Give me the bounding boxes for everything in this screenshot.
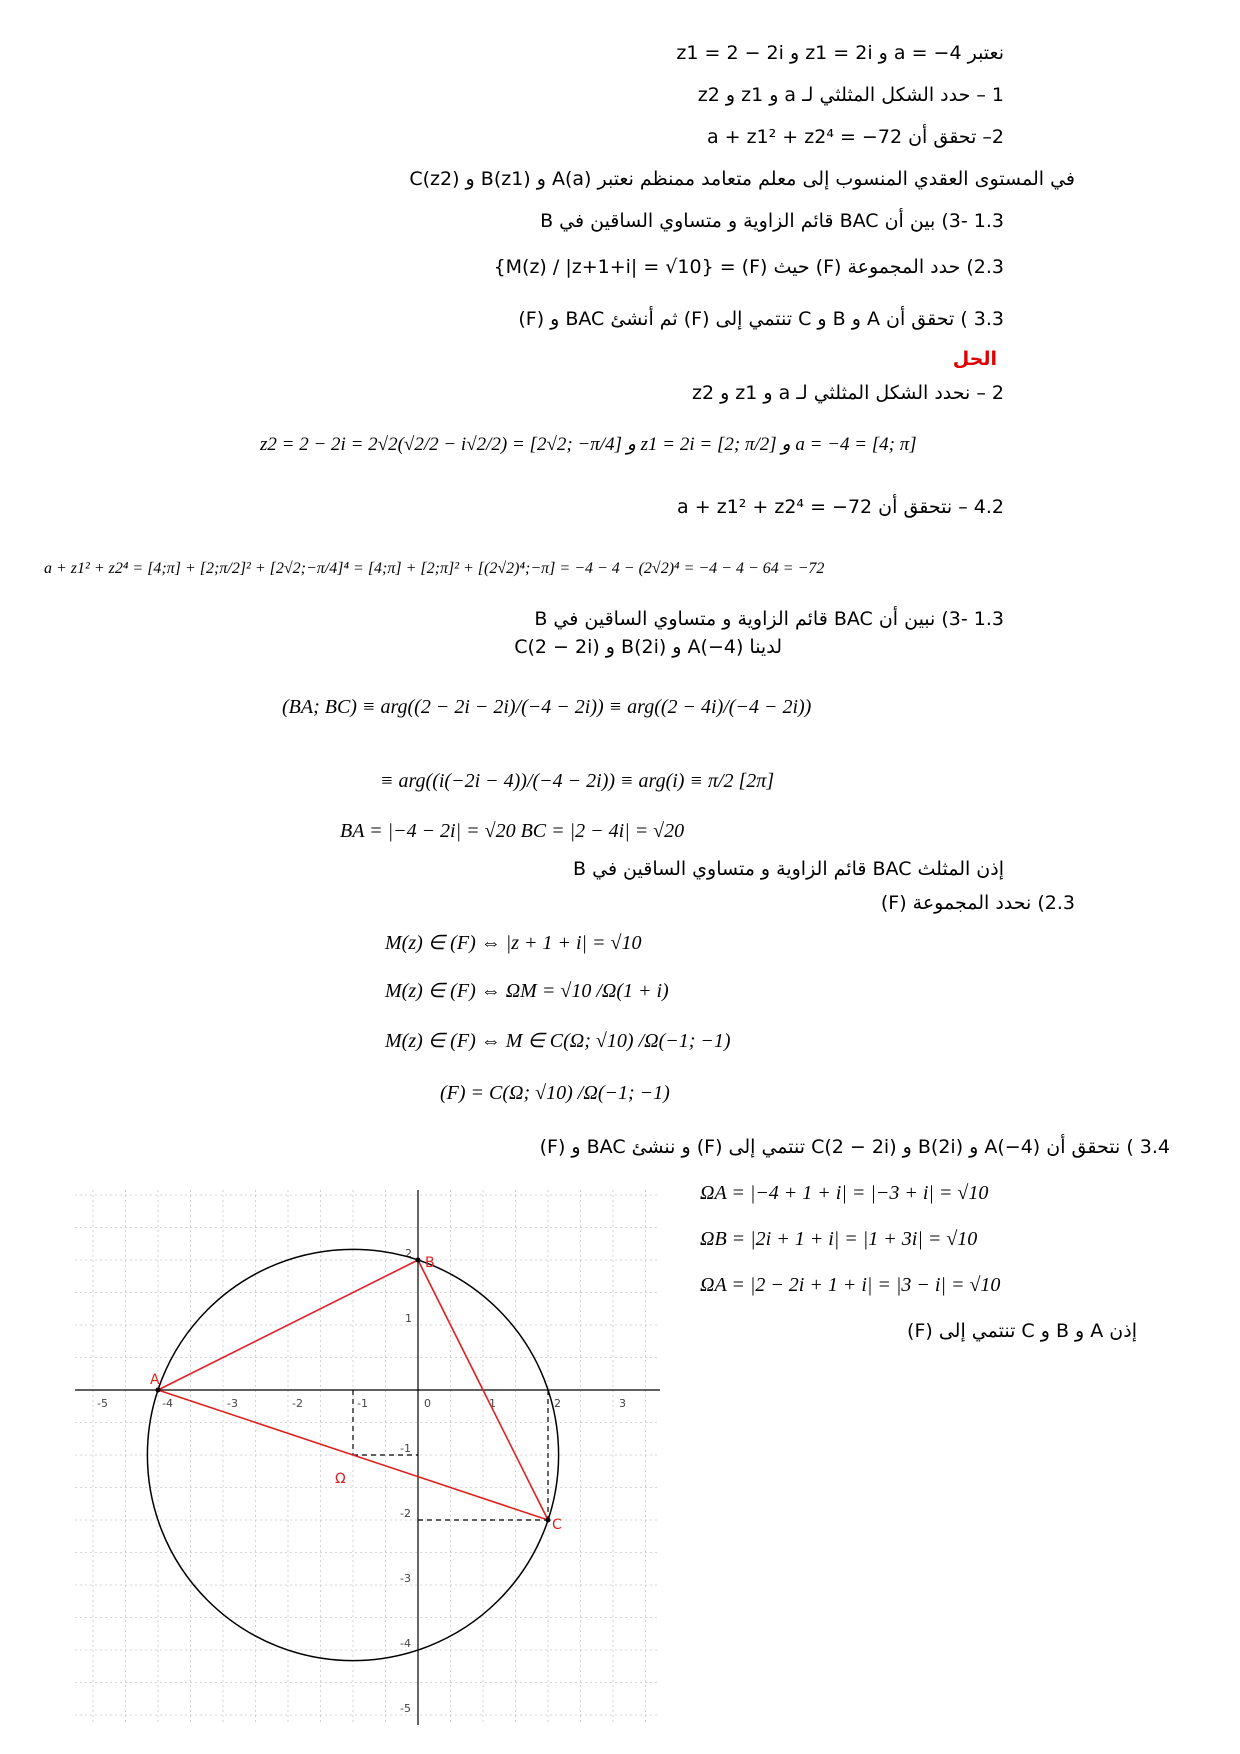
- solution-3-1-lengths: [340, 818, 684, 844]
- solution-3-1-conclusion: [573, 856, 1004, 882]
- geometry-figure: [70, 1185, 670, 1730]
- question-2: [707, 124, 1004, 150]
- solution-3-1-given: [514, 634, 782, 660]
- solution-3-4-conclusion: [907, 1318, 1137, 1344]
- solution-2-title: [692, 380, 1004, 406]
- intro-text: نعتبر a = −4 و z1 = 2i و z1 = 2 − 2i: [676, 42, 1004, 64]
- label-B: B: [425, 1255, 435, 1271]
- x-tick-label: -3: [227, 1397, 238, 1410]
- plane-statement: [409, 166, 1075, 192]
- solution-3-4-line-3: [700, 1272, 1000, 1298]
- x-tick-label: 0: [424, 1397, 431, 1410]
- question-3-1-text: 1.3 -3) بين أن BAC قائم الزاوية و متساوي الساقين في B: [540, 210, 1004, 232]
- question-3-3-text: 3.3 ) تحقق أن A و B و C تنتمي إلى (F) ثم أنشئ BAC و (F): [518, 308, 1004, 330]
- solution-3-1-lengths-text: BA = |−4 − 2i| = √20 BC = |2 − 4i| = √20: [340, 820, 685, 842]
- solution-4-2-title-text: 4.2 – نتحقق أن a + z1² + z2⁴ = −72: [677, 496, 1004, 518]
- solution-3-2-title: [881, 890, 1075, 916]
- question-3-3: [518, 306, 1004, 332]
- solution-3-1-title-text: 1.3 -3) نبين أن BAC قائم الزاوية و متساوي الساقين في B: [534, 608, 1004, 630]
- plane-statement-text: في المستوى العقدي المنسوب إلى معلم متعامد ممنظم نعتبر A(a) و B(z1) و C(z2): [409, 168, 1075, 190]
- x-tick-label: 3: [619, 1397, 626, 1410]
- solution-3-2-line-3-text: M(z) ∈ (F) ⇔ M ∈ C(Ω; √10) /Ω(−1; −1): [385, 1030, 731, 1052]
- x-tick-labels: [97, 1397, 626, 1410]
- point-B: [416, 1258, 421, 1263]
- x-tick-label: 1: [489, 1397, 496, 1410]
- solution-3-4-title: [540, 1134, 1170, 1160]
- question-1-text: 1 – حدد الشكل المثلثي لـ a و z1 و z2: [697, 84, 1004, 106]
- solution-heading: [953, 346, 997, 372]
- solution-3-2-line-2-text: M(z) ∈ (F) ⇔ ΩM = √10 /Ω(1 + i): [385, 980, 669, 1002]
- label-C: C: [552, 1517, 562, 1533]
- y-tick-label: -2: [400, 1507, 411, 1520]
- solution-3-1-arg-line-1-text: (BA; BC) ≡ arg((2 − 2i − 2i)/(−4 − 2i)) ≡ arg((2 − 4i)/(−4 − 2i)): [282, 696, 812, 718]
- solution-4-2-equation-text: a + z1² + z2⁴ = [4;π] + [2;π/2]² + [2√2;−π/4]⁴ = [4;π] + [2;π]² + [(2√2)⁴;−π] = −4 − 4 − (2√2)⁴ = −4 − 4 − 64 = −72: [44, 560, 825, 577]
- y-tick-label: 2: [405, 1247, 412, 1260]
- axes: [75, 1190, 660, 1725]
- solution-3-2-title-text: 2.3) نحدد المجموعة (F): [880, 892, 1075, 914]
- x-tick-label: -4: [162, 1397, 173, 1410]
- point-labels: [150, 1255, 562, 1533]
- y-tick-label: -4: [400, 1637, 411, 1650]
- solution-3-1-arg-line-2: [380, 768, 774, 794]
- solution-3-1-arg-line-2-text: ≡ arg((i(−2i − 4))/(−4 − 2i)) ≡ arg(i) ≡ π/2 [2π]: [380, 770, 775, 792]
- y-tick-labels: [400, 1247, 412, 1715]
- intro-line: [676, 40, 1004, 66]
- x-tick-label: -1: [357, 1397, 368, 1410]
- question-2-text: 2– تحقق أن a + z1² + z2⁴ = −72: [706, 126, 1004, 148]
- solution-3-4-title-text: 3.4 ) نتحقق أن A(−4) و B(2i) و C(2 − 2i) تنتمي إلى (F) و ننشئ BAC و (F): [539, 1136, 1170, 1158]
- solution-3-2-line-2: [385, 978, 669, 1004]
- x-tick-label: -5: [97, 1397, 108, 1410]
- solution-3-2-line-1-text: M(z) ∈ (F) ⇔ |z + 1 + i| = √10: [385, 932, 642, 954]
- solution-3-4-conclusion-text: إذن A و B و C تنتمي إلى (F): [907, 1320, 1137, 1342]
- solution-2-equation: [260, 432, 917, 458]
- solution-3-1-arg-line-1: [282, 694, 811, 720]
- solution-3-4-line-1: [700, 1180, 988, 1206]
- solution-2-title-text: 2 – نحدد الشكل المثلثي لـ a و z1 و z2: [691, 382, 1004, 404]
- label-A: A: [150, 1372, 160, 1388]
- solution-3-4-line-3-text: ΩA = |2 − 2i + 1 + i| = |3 − i| = √10: [700, 1274, 1001, 1296]
- y-tick-label: -1: [400, 1442, 411, 1455]
- label-Omega: Ω: [335, 1471, 346, 1487]
- solution-heading-text: الحل: [952, 348, 997, 370]
- solution-3-2-line-1: [385, 930, 642, 956]
- question-3-2-text: 2.3) حدد المجموعة (F) حيث (F) = {M(z) / |z+1+i| = √10}: [493, 256, 1004, 278]
- solution-4-2-title: [677, 494, 1004, 520]
- y-tick-label: -3: [400, 1572, 411, 1585]
- grid: [75, 1190, 660, 1725]
- solution-3-2-line-3: [385, 1028, 731, 1054]
- solution-3-1-conclusion-text: إذن المثلث BAC قائم الزاوية و متساوي الساقين في B: [573, 858, 1004, 880]
- solution-3-1-given-text: لدينا A(−4) و B(2i) و C(2 − 2i): [514, 636, 782, 658]
- solution-3-4-line-2: [700, 1226, 977, 1252]
- solution-3-4-line-2-text: ΩB = |2i + 1 + i| = |1 + 3i| = √10: [700, 1228, 978, 1250]
- point-C: [546, 1518, 551, 1523]
- solution-3-2-line-4: [440, 1080, 670, 1106]
- solution-3-1-title: [534, 606, 1004, 632]
- solution-4-2-equation: [44, 556, 824, 582]
- x-tick-label: -2: [292, 1397, 303, 1410]
- solution-2-equation-text: z2 = 2 − 2i = 2√2(√2/2 − i√2/2) = [2√2; −π/4] و z1 = 2i = [2; π/2] و a = −4 = [4; π]: [260, 434, 917, 455]
- question-3-1: [540, 208, 1004, 234]
- y-tick-label: -5: [400, 1702, 411, 1715]
- y-tick-label: 1: [405, 1312, 412, 1325]
- question-1: [698, 82, 1004, 108]
- question-3-2: [494, 254, 1004, 280]
- point-A: [156, 1388, 161, 1393]
- solution-3-4-line-1-text: ΩA = |−4 + 1 + i| = |−3 + i| = √10: [700, 1182, 989, 1204]
- x-tick-label: 2: [554, 1397, 561, 1410]
- solution-3-2-line-4-text: (F) = C(Ω; √10) /Ω(−1; −1): [440, 1082, 670, 1104]
